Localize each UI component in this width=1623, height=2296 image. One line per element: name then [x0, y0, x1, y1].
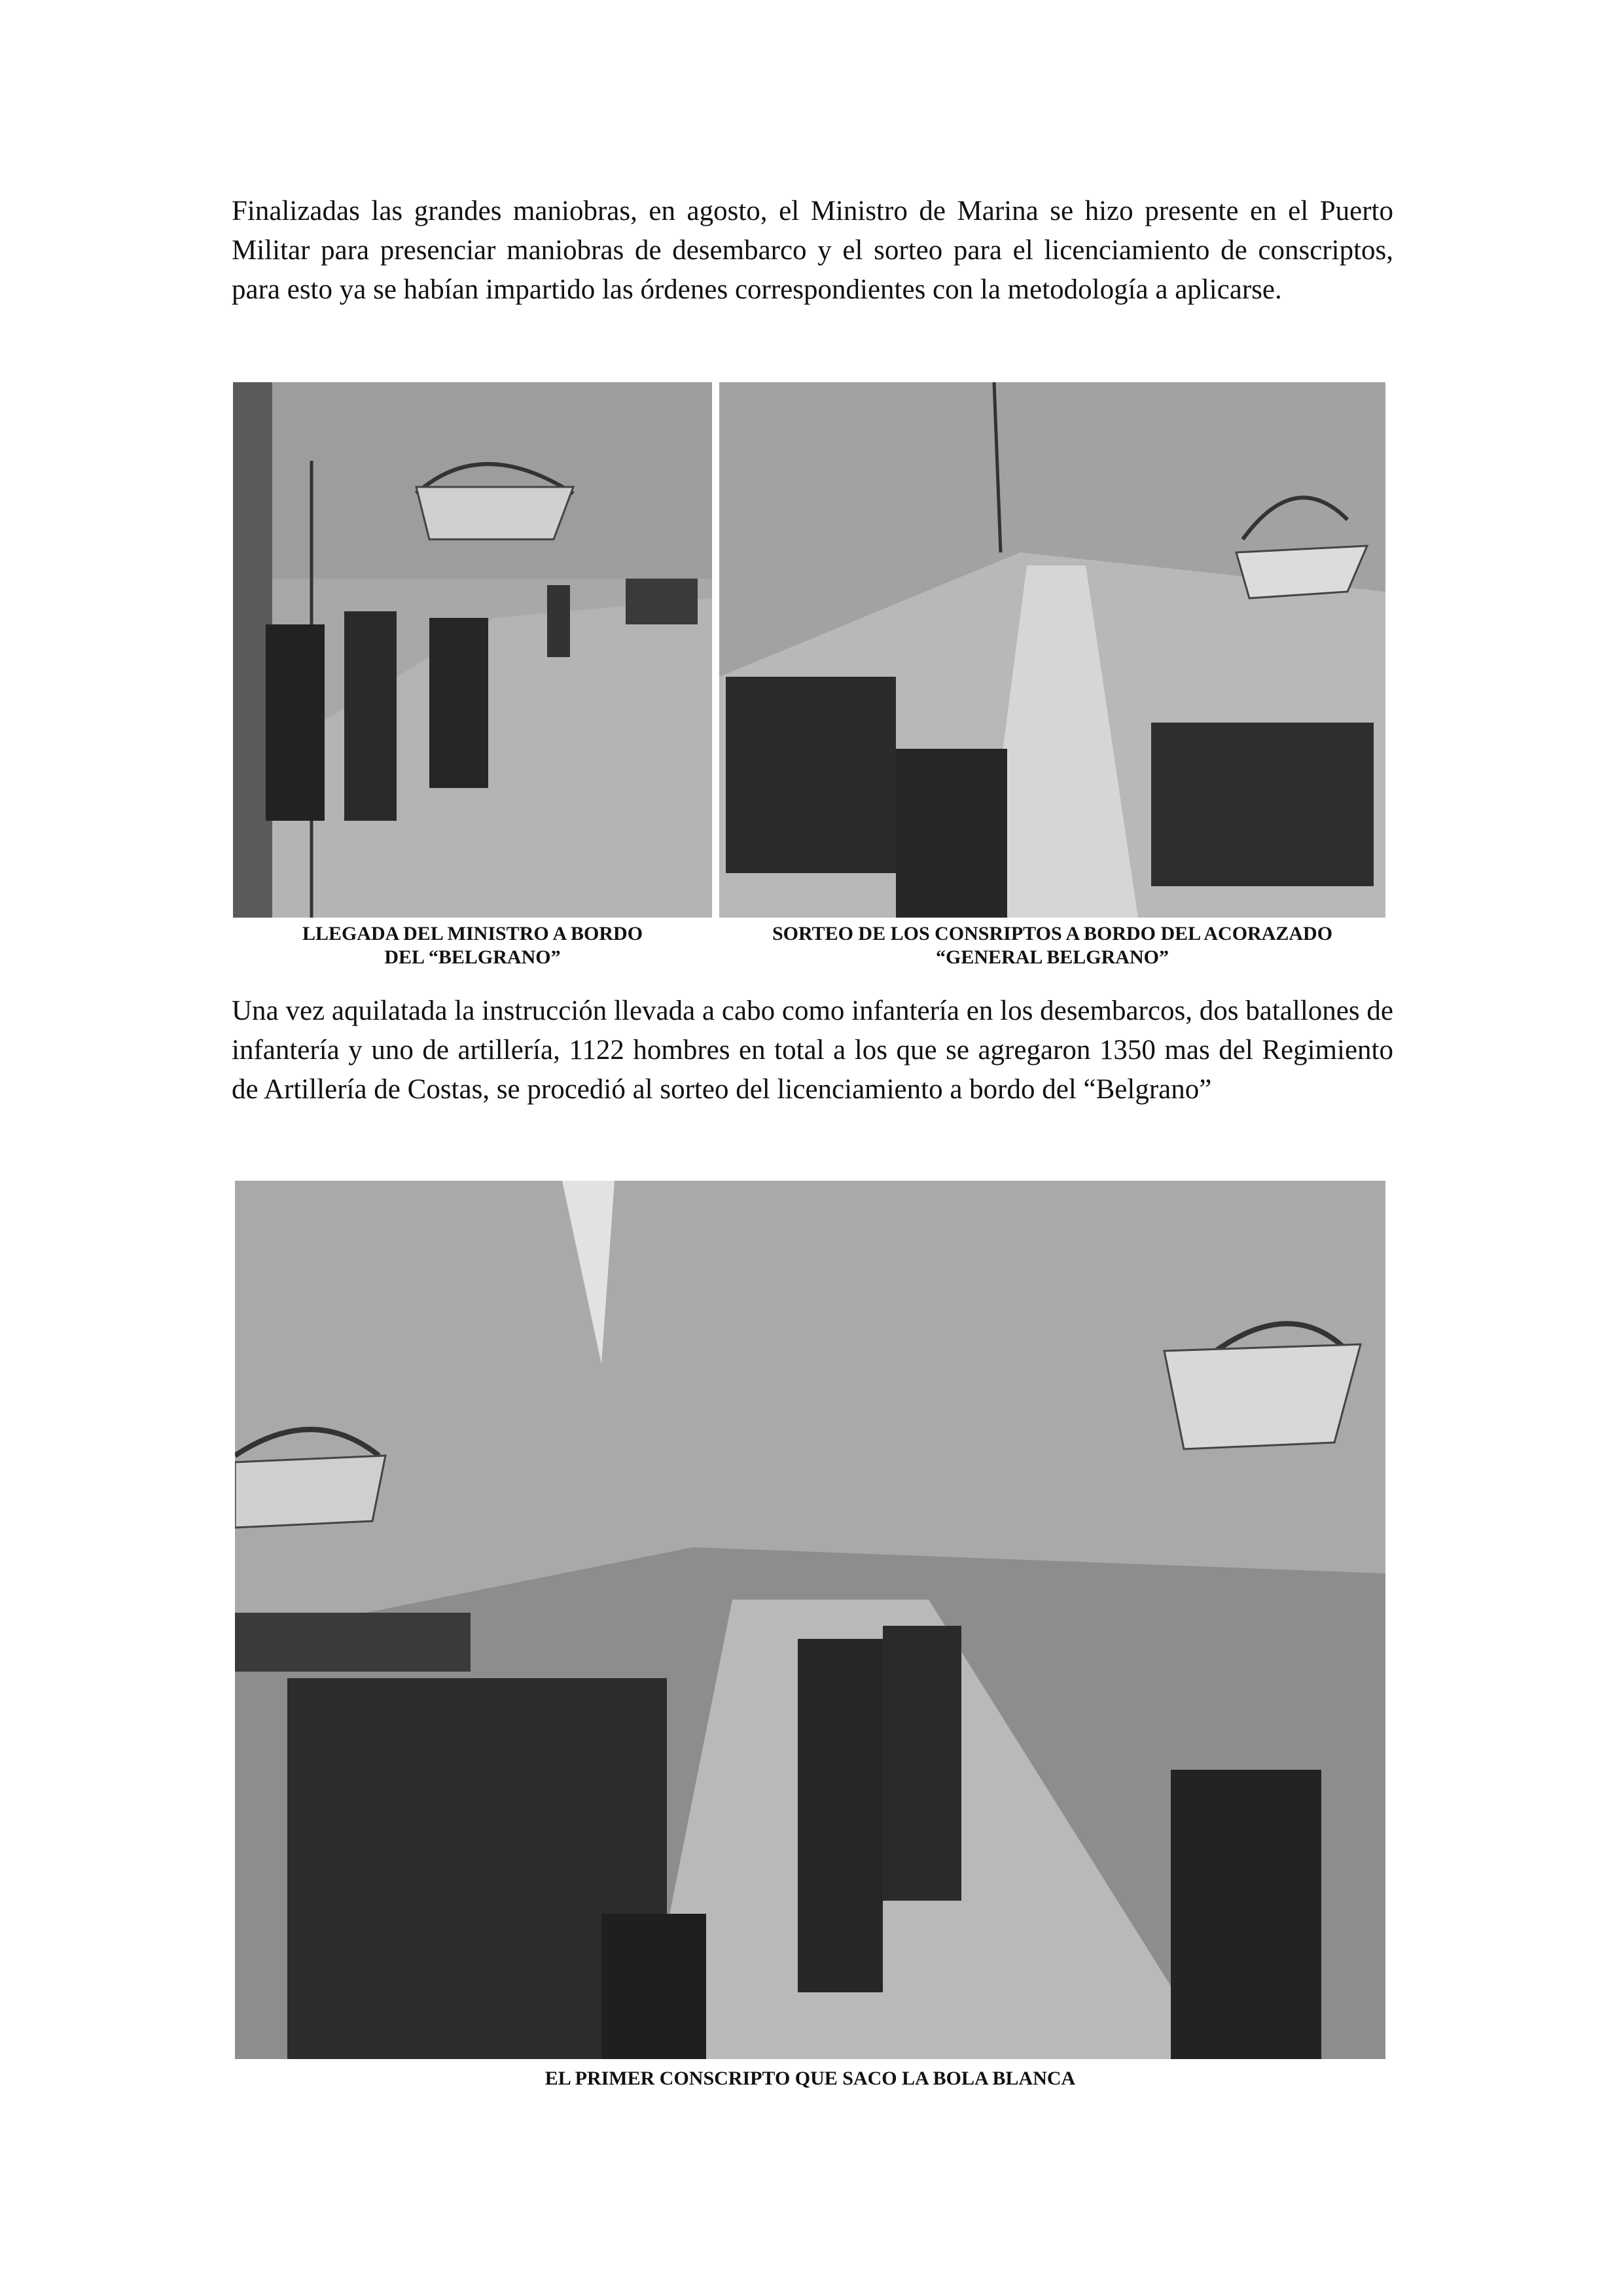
caption-line: SORTEO DE LOS CONSRIPTOS A BORDO DEL ACORAZADO [772, 923, 1333, 944]
caption-conscripts-draw [719, 922, 1385, 969]
caption-line: “GENERAL BELGRANO” [936, 946, 1169, 968]
caption-line: DEL “BELGRANO” [384, 946, 561, 968]
photo-conscripts-draw [719, 382, 1385, 918]
second-paragraph: Una vez aquilatada la instrucción llevada a cabo como infantería en los desembarcos, dos batallones de infantería y uno de artillería, 1122 hombres en total a los que se agregaron 1350 mas del Regimiento de Artillería de Costas, se procedió al sorteo del licenciamiento a bordo del “Belgrano” [232, 996, 1393, 1105]
photo-first-conscript [235, 1181, 1385, 2059]
caption-line: LLEGADA DEL MINISTRO A BORDO [302, 923, 643, 944]
intro-paragraph: Finalizadas las grandes maniobras, en agosto, el Ministro de Marina se hizo presente en el Puerto Militar para presenciar maniobras de desembarco y el sorteo para el licenciamiento de conscriptos, para esto ya se habían impartido las órdenes correspondientes con la metodología a aplicarse. [232, 196, 1393, 305]
caption-first-conscript: EL PRIMER CONSCRIPTO QUE SACO LA BOLA BLANCA [544, 2068, 1076, 2089]
caption-minister-arrival [233, 922, 712, 969]
photo-minister-arrival [233, 382, 712, 918]
